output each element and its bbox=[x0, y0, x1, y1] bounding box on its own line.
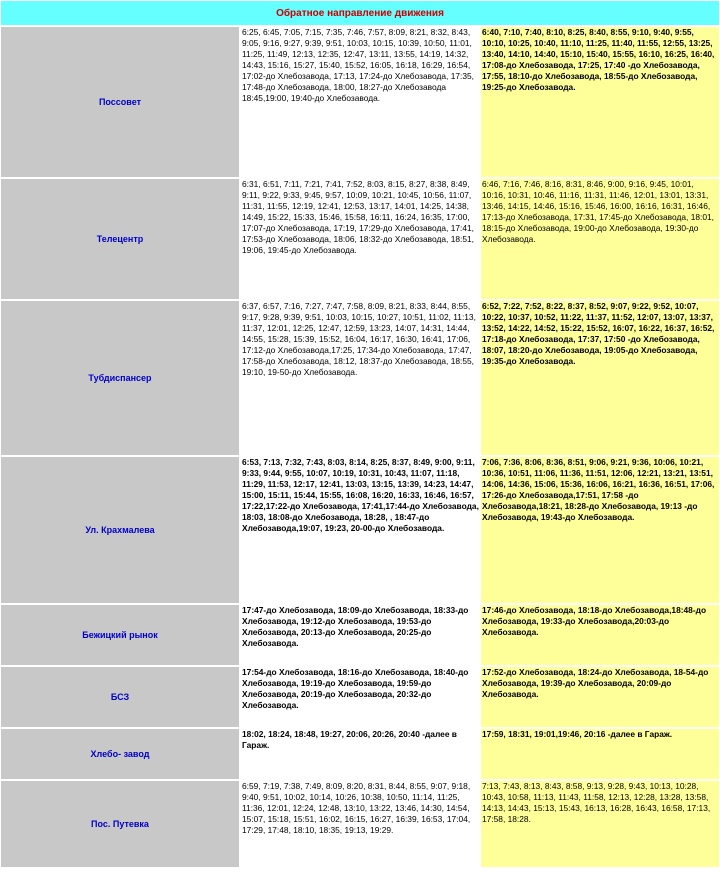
stop-name: Пос. Путевка bbox=[1, 781, 239, 867]
weekend-times: 6:46, 7:16, 7:46, 8:16, 8:31, 8:46, 9:00, 9:16, 9:45, 10:01, 10:16, 10:31, 10:46, 11:16, 11:31, 11:46, 12:01, 13:01, 13:31, 13:46, 14:15, 14:46, 15:16, 15:46, 16:00, 16:16, 16:31, 16:46, 17:13-до Хлебозавода, 17:31, 17:45-до Хлебозавода, 18:01, 18:15-до Хлебозавода, 19:00-до Хлебозавода, 19:30-до Хлебозавода. bbox=[481, 179, 719, 299]
weekend-times: 17:46-до Хлебозавода, 18:18-до Хлебозавода,18:48-до Хлебозавода, 19:33-до Хлебозавода,20:03-до Хлебозавода. bbox=[481, 605, 719, 665]
table-row bbox=[1, 781, 719, 867]
weekend-times: 7:13, 7:43, 8:13, 8:43, 8:58, 9:13, 9:28, 9:43, 10:13, 10:28, 10:43, 10:58, 11:13, 11:43, 11:58, 12:13, 12:28, 13:28, 13:58, 14:13, 14:43, 15:13, 15:43, 16:13, 16:28, 16:43, 16:58, 17:13, 17:58, 18:28. bbox=[481, 781, 719, 867]
stop-name: Телецентр bbox=[1, 179, 239, 299]
stop-name: БСЗ bbox=[1, 667, 239, 727]
stop-name: Бежицкий рынок bbox=[1, 605, 239, 665]
weekday-times: 6:31, 6:51, 7:11, 7:21, 7:41, 7:52, 8:03, 8:15, 8:27, 8:38, 8:49, 9:11, 9:22, 9:33, 9:45, 9:57, 10:09, 10:21, 10:45, 10:56, 11:07, 11:31, 11:55, 12:19, 12:41, 12:53, 13:17, 14:01, 14:25, 14:38, 14:49, 15:22, 15:33, 15:46, 15:58, 16:11, 16:24, 16:35, 17:00, 17:07-до Хлебозавода, 17:19, 17:29-до Хлебозавода, 17:41, 17:53-до Хлебозавода, 18:06, 18:32-до Хлебозавода, 18:51, 19:06, 19:45-до Хлебозавода. bbox=[241, 179, 479, 299]
table-row bbox=[1, 301, 719, 455]
table-row bbox=[1, 667, 719, 727]
weekend-times: 7:06, 7:36, 8:06, 8:36, 8:51, 9:06, 9:21, 9:36, 10:06, 10:21, 10:36, 10:51, 11:06, 11:36, 11:51, 12:06, 12:21, 13:21, 13:51, 14:06, 14:36, 15:06, 15:36, 16:06, 16:21, 16:36, 16:51, 17:06, 17:26-до Хлебозавода,17:51, 17:58 -до Хлебозавода,18:21, 18:28-до Хлебозавода, 19:13 -до Хлебозавода, 19:43-до Хлебозавода. bbox=[481, 457, 719, 603]
table-row bbox=[1, 179, 719, 299]
page-title: Обратное направление движения bbox=[1, 1, 719, 25]
stop-name: Ул. Крахмалева bbox=[1, 457, 239, 603]
header-row bbox=[1, 1, 719, 25]
weekday-times: 6:59, 7:19, 7:38, 7:49, 8:09, 8:20, 8:31, 8:44, 8:55, 9:07, 9:18, 9:40, 9:51, 10:02, 10:14, 10:26, 10:38, 10:50, 11:14, 11:25, 11:36, 12:01, 12:24, 12:48, 13:10, 13:22, 13:46, 14:30, 14:54, 15:07, 15:18, 15:51, 16:02, 16:15, 16:27, 16:39, 16:53, 17:04, 17:29, 17:48, 18:10, 18:35, 19:13, 19:29. bbox=[241, 781, 479, 867]
stop-name: Поссовет bbox=[1, 27, 239, 177]
stop-name: Хлебо- завод bbox=[1, 729, 239, 779]
weekend-times: 17:59, 18:31, 19:01,19:46, 20:16 -далее в Гараж. bbox=[481, 729, 719, 779]
weekday-times: 6:25, 6:45, 7:05, 7:15, 7:35, 7:46, 7:57, 8:09, 8:21, 8:32, 8:43, 9:05, 9:16, 9:27, 9:39, 9:51, 10:03, 10:15, 10:39, 10:50, 11:01, 11:25, 11:49, 12:13, 12:35, 12:47, 13:11, 13:55, 14:19, 14:32, 14:43, 15:16, 15:27, 15:40, 15:52, 16:05, 16:18, 16:29, 16:54, 17:02-до Хлебозавода, 17:13, 17:24-до Хлебозавода, 17:35, 17:48-до Хлебозавода, 18:00, 18:27-до Хлебозавода 18:45,19:00, 19:40-до Хлебозавода. bbox=[241, 27, 479, 177]
weekend-times: 6:40, 7:10, 7:40, 8:10, 8:25, 8:40, 8:55, 9:10, 9:40, 9:55, 10:10, 10:25, 10:40, 11:10, 11:25, 11:40, 11:55, 12:55, 13:25, 13:40, 14:10, 14:40, 15:10, 15:40, 15:55, 16:10, 16:25, 16:40, 17:08-до Хлебозавода, 17:25, 17:40 -до Хлебозавода, 17:55, 18:10-до Хлебозавода, 18:55-до Хлебозавода, 19:25-до Хлебозавода. bbox=[481, 27, 719, 177]
weekday-times: 18:02, 18:24, 18:48, 19:27, 20:06, 20:26, 20:40 -далее в Гараж. bbox=[241, 729, 479, 779]
weekday-times: 17:47-до Хлебозавода, 18:09-до Хлебозавода, 18:33-до Хлебозавода, 19:12-до Хлебозавода, 19:53-до Хлебозавода, 20:13-до Хлебозавода, 20:25-до Хлебозавода. bbox=[241, 605, 479, 665]
weekday-times: 6:53, 7:13, 7:32, 7:43, 8:03, 8:14, 8:25, 8:37, 8:49, 9:00, 9:11, 9:33, 9:44, 9:55, 10:07, 10:19, 10:31, 10:43, 11:07, 11:18, 11:29, 11:53, 12:17, 12:41, 13:03, 13:15, 13:39, 14:23, 14:47, 15:00, 15:11, 15:44, 15:55, 16:08, 16:20, 16:33, 16:46, 16:57, 17:22,17:22-до Хлебозавода, 17:41,17:44-до Хлебозавода, 18:03, 18:08-до Хлебозавода, 18:28, , 18:47-до Хлебозавода,19:07, 19:23, 20-00-до Хлебозавода. bbox=[241, 457, 479, 603]
stop-name: Тубдиспансер bbox=[1, 301, 239, 455]
weekday-times: 6:37, 6:57, 7:16, 7:27, 7:47, 7:58, 8:09, 8:21, 8:33, 8:44, 8:55, 9:17, 9:28, 9:39, 9:51, 10:03, 10:15, 10:27, 10:51, 11:02, 11:13, 11:37, 12:01, 12:25, 12:47, 12:59, 13:23, 14:07, 14:31, 14:44, 14:55, 15:28, 15:39, 15:52, 16:04, 16:17, 16:30, 16:41, 17:06, 17:12-до Хлебозавода,17:25, 17:34-до Хлебозавода, 17:47, 17:58-до Хлебозавода, 18:12, 18:37-до Хлебозавода, 18:55, 19:10, 19-50-до Хлебозавода. bbox=[241, 301, 479, 455]
table-row bbox=[1, 605, 719, 665]
weekday-times: 17:54-до Хлебозавода, 18:16-до Хлебозавода, 18:40-до Хлебозавода, 19:19-до Хлебозавода, 19:59-до Хлебозавода, 20:19-до Хлебозавода, 20:32-до Хлебозавода. bbox=[241, 667, 479, 727]
table-row bbox=[1, 27, 719, 177]
weekend-times: 6:52, 7:22, 7:52, 8:22, 8:37, 8:52, 9:07, 9:22, 9:52, 10:07, 10:22, 10:37, 10:52, 11:22, 11:37, 11:52, 12:07, 13:07, 13:37, 13:52, 14:22, 14:52, 15:22, 15:52, 16:07, 16:22, 16:37, 16:52, 17:18-до Хлебозавода, 17:37, 17:50 -до Хлебозавода, 18:07, 18:20-до Хлебозавода, 19:05-до Хлебозавода, 19:35-до Хлебозавода. bbox=[481, 301, 719, 455]
weekend-times: 17:52-до Хлебозавода, 18:24-до Хлебозавода, 18-54-до Хлебозавода, 19:39-до Хлебозавода, 20:09-до Хлебозавода. bbox=[481, 667, 719, 727]
table-row bbox=[1, 457, 719, 603]
table-row bbox=[1, 729, 719, 779]
